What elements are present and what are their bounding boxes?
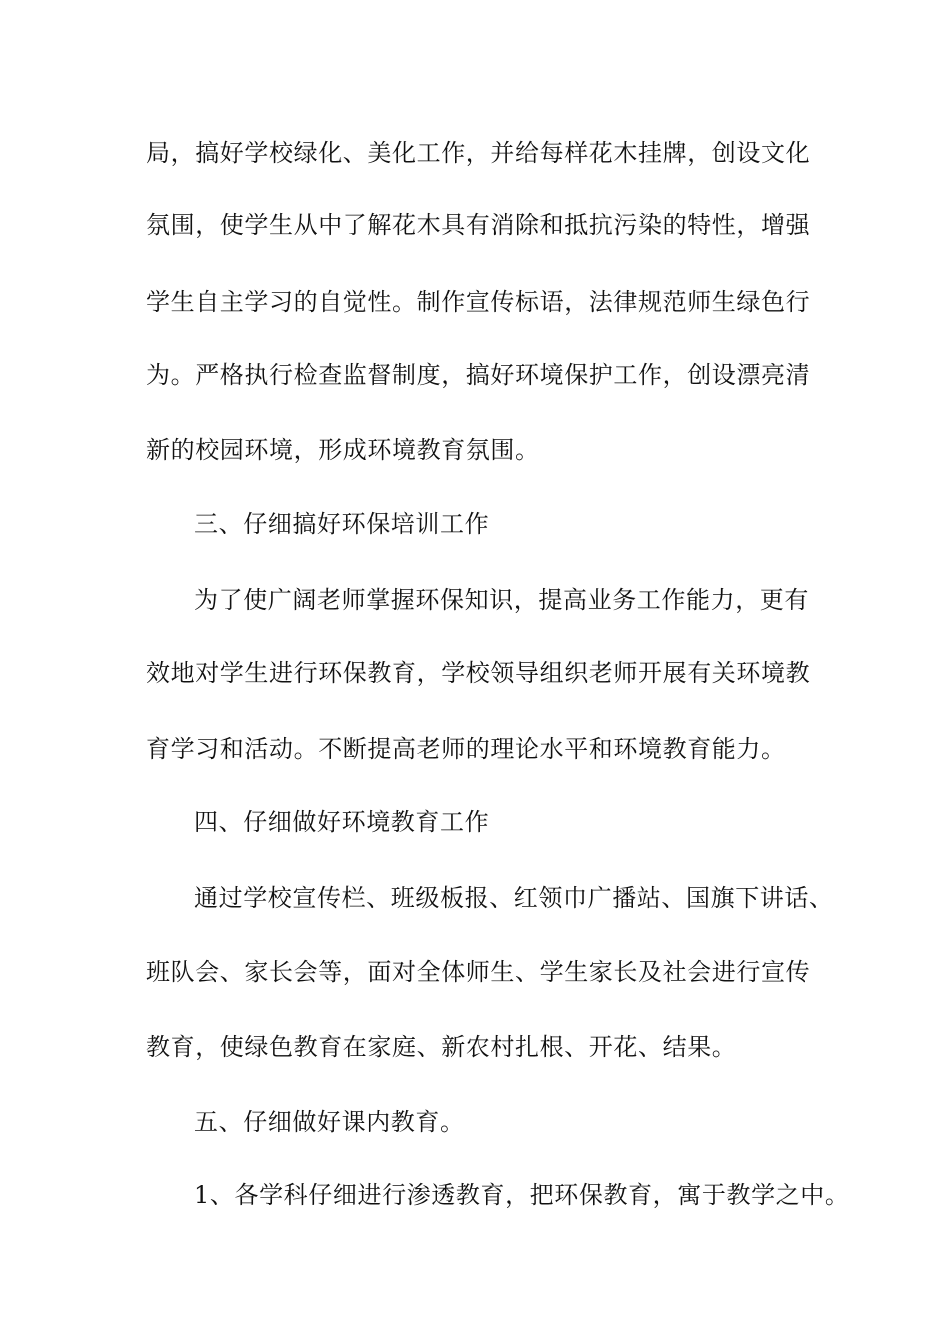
paragraph-line: 学生自主学习的自觉性。制作宣传标语，法律规范师生绿色行 xyxy=(146,288,811,316)
section-heading: 三、仔细搞好环保培训工作 xyxy=(194,510,490,538)
paragraph-line: 新的校园环境，形成环境教育氛围。 xyxy=(146,436,540,464)
section-heading: 四、仔细做好环境教育工作 xyxy=(194,808,490,836)
paragraph-line: 效地对学生进行环保教育，学校领导组织老师开展有关环境教 xyxy=(146,659,811,687)
paragraph-line: 局，搞好学校绿化、美化工作，并给每样花木挂牌，创设文化 xyxy=(146,139,811,167)
paragraph-line: 班队会、家长会等，面对全体师生、学生家长及社会进行宣传 xyxy=(146,958,811,986)
section-heading: 五、仔细做好课内教育。 xyxy=(194,1108,465,1136)
paragraph-line: 为了使广阔老师掌握环保知识，提高业务工作能力，更有 xyxy=(194,586,809,614)
list-item: 1、各学科仔细进行渗透教育，把环保教育，寓于教学之中。 xyxy=(194,1181,850,1209)
paragraph-line: 氛围，使学生从中了解花木具有消除和抵抗污染的特性，增强 xyxy=(146,211,811,239)
paragraph-line: 教育，使绿色教育在家庭、新农村扎根、开花、结果。 xyxy=(146,1033,737,1061)
paragraph-line: 为。严格执行检查监督制度，搞好环境保护工作，创设漂亮清 xyxy=(146,361,811,389)
paragraph-line: 育学习和活动。不断提高老师的理论水平和环境教育能力。 xyxy=(146,735,786,763)
paragraph-line: 通过学校宣传栏、班级板报、红领巾广播站、国旗下讲话、 xyxy=(194,884,834,912)
